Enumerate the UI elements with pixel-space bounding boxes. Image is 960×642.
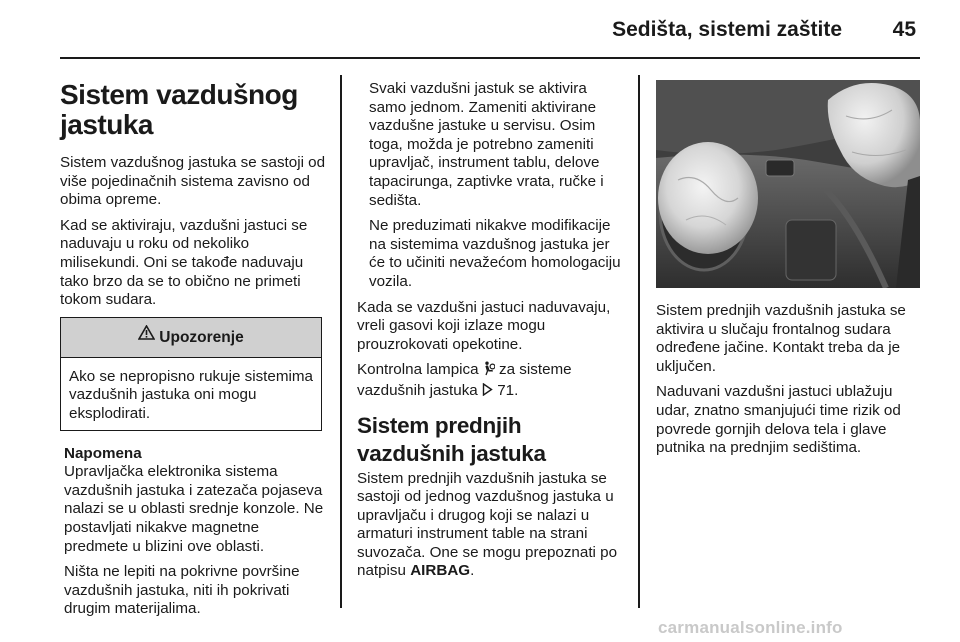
note-block — [60, 445, 326, 619]
header-title: Sedišta, sistemi zaštite — [612, 18, 842, 41]
text-run: za sisteme vazdušnih jastuka — [357, 361, 572, 399]
page-reference-arrow-icon — [482, 383, 493, 402]
airbag-label: AIRBAG — [410, 562, 471, 580]
warning-title: Upozorenje — [159, 328, 244, 346]
page-reference[interactable]: 71. — [497, 381, 519, 399]
indented-block — [357, 80, 623, 292]
paragraph — [357, 361, 623, 401]
note-title: Napomena — [64, 444, 142, 462]
page-header — [0, 0, 960, 60]
text-run: Kontrolna lampica — [357, 361, 479, 379]
section-heading: Sistem vazdušnog jastuka — [60, 79, 298, 140]
paragraph — [357, 470, 623, 582]
warning-header — [61, 318, 321, 358]
header-rule — [60, 57, 920, 59]
paragraph: Kad se aktiviraju, vazdušni jastuci se naduvaju u roku od nekoliko milisekundi. Oni se takođe naduvaju tako brzo da se to obično ne primeti tokom sudara. — [60, 216, 308, 309]
airbag-lamp-icon — [483, 361, 495, 382]
column-divider-right — [638, 75, 640, 608]
column-1 — [60, 80, 326, 626]
note-paragraph: Ništa ne lepiti na pokrivne površine vazdušnih jastuka, niti ih pokrivati drugim materijalima. — [64, 563, 300, 618]
column-3 — [656, 80, 920, 465]
airbag-illustration-drawing — [656, 80, 920, 288]
paragraph: Sistem prednjih vazdušnih jastuka se aktivira u slučaju frontalnog sudara određene jačine. Kontakt treba da je uključen. — [656, 302, 906, 375]
warning-triangle-icon — [138, 316, 155, 356]
text-run: . — [470, 562, 475, 580]
section-heading: Sistem prednjih vazdušnih jastuka — [357, 412, 546, 466]
column-2 — [357, 80, 623, 588]
warning-body: Ako se nepropisno rukuje sistemima vazdušnih jastuka oni mogu eksplodirati. — [69, 367, 313, 422]
paragraph: Sistem vazdušnog jastuka se sastoji od više pojedinačnih sistema zavisno od obima opreme. — [60, 154, 326, 209]
paragraph: Naduvani vazdušni jastuci ublažuju udar, znatno smanjujući time rizik od povrede gornjih delova tela i glave putnika na prednjim sedištima. — [656, 383, 901, 457]
page-number: 45 — [892, 18, 916, 41]
airbag-illustration — [656, 80, 920, 288]
note-paragraph: Upravljačka elektronika sistema vazdušnih jastuka i zatezača pojaseva nalazi se u oblasti srednje konzole. Ne postavljati nikakve magnetne predmete u blizini ove oblasti. — [64, 463, 324, 555]
watermark-text: carmanualsonline.info — [658, 618, 843, 637]
paragraph: Ne preduzimati nikakve modifikacije na sistemima vazdušnog jastuka jer će to učiniti nevažećom homologaciju vozila. — [369, 217, 621, 290]
warning-box — [60, 317, 322, 431]
paragraph: Svaki vazdušni jastuk se aktivira samo jednom. Zameniti aktivirane vazdušne jastuke u servisu. Osim toga, možda je potrebno zameniti upravljač, instrument tablu, delove tapacirunga, zaptivke vrata, ručke i sedišta. — [369, 80, 604, 209]
column-divider-left — [340, 75, 342, 608]
paragraph: Kada se vazdušni jastuci naduvavaju, vreli gasovi koji izlaze mogu prouzrokovati opekotine. — [357, 298, 611, 353]
text-run: Sistem prednjih vazdušnih jastuka se sastoji od jednog vazdušnog jastuka u upravljaču i drugog koji se nalazi u armaturi instrument table na strani suvozača. One se mogu prepoznati po natpisu — [357, 469, 618, 580]
